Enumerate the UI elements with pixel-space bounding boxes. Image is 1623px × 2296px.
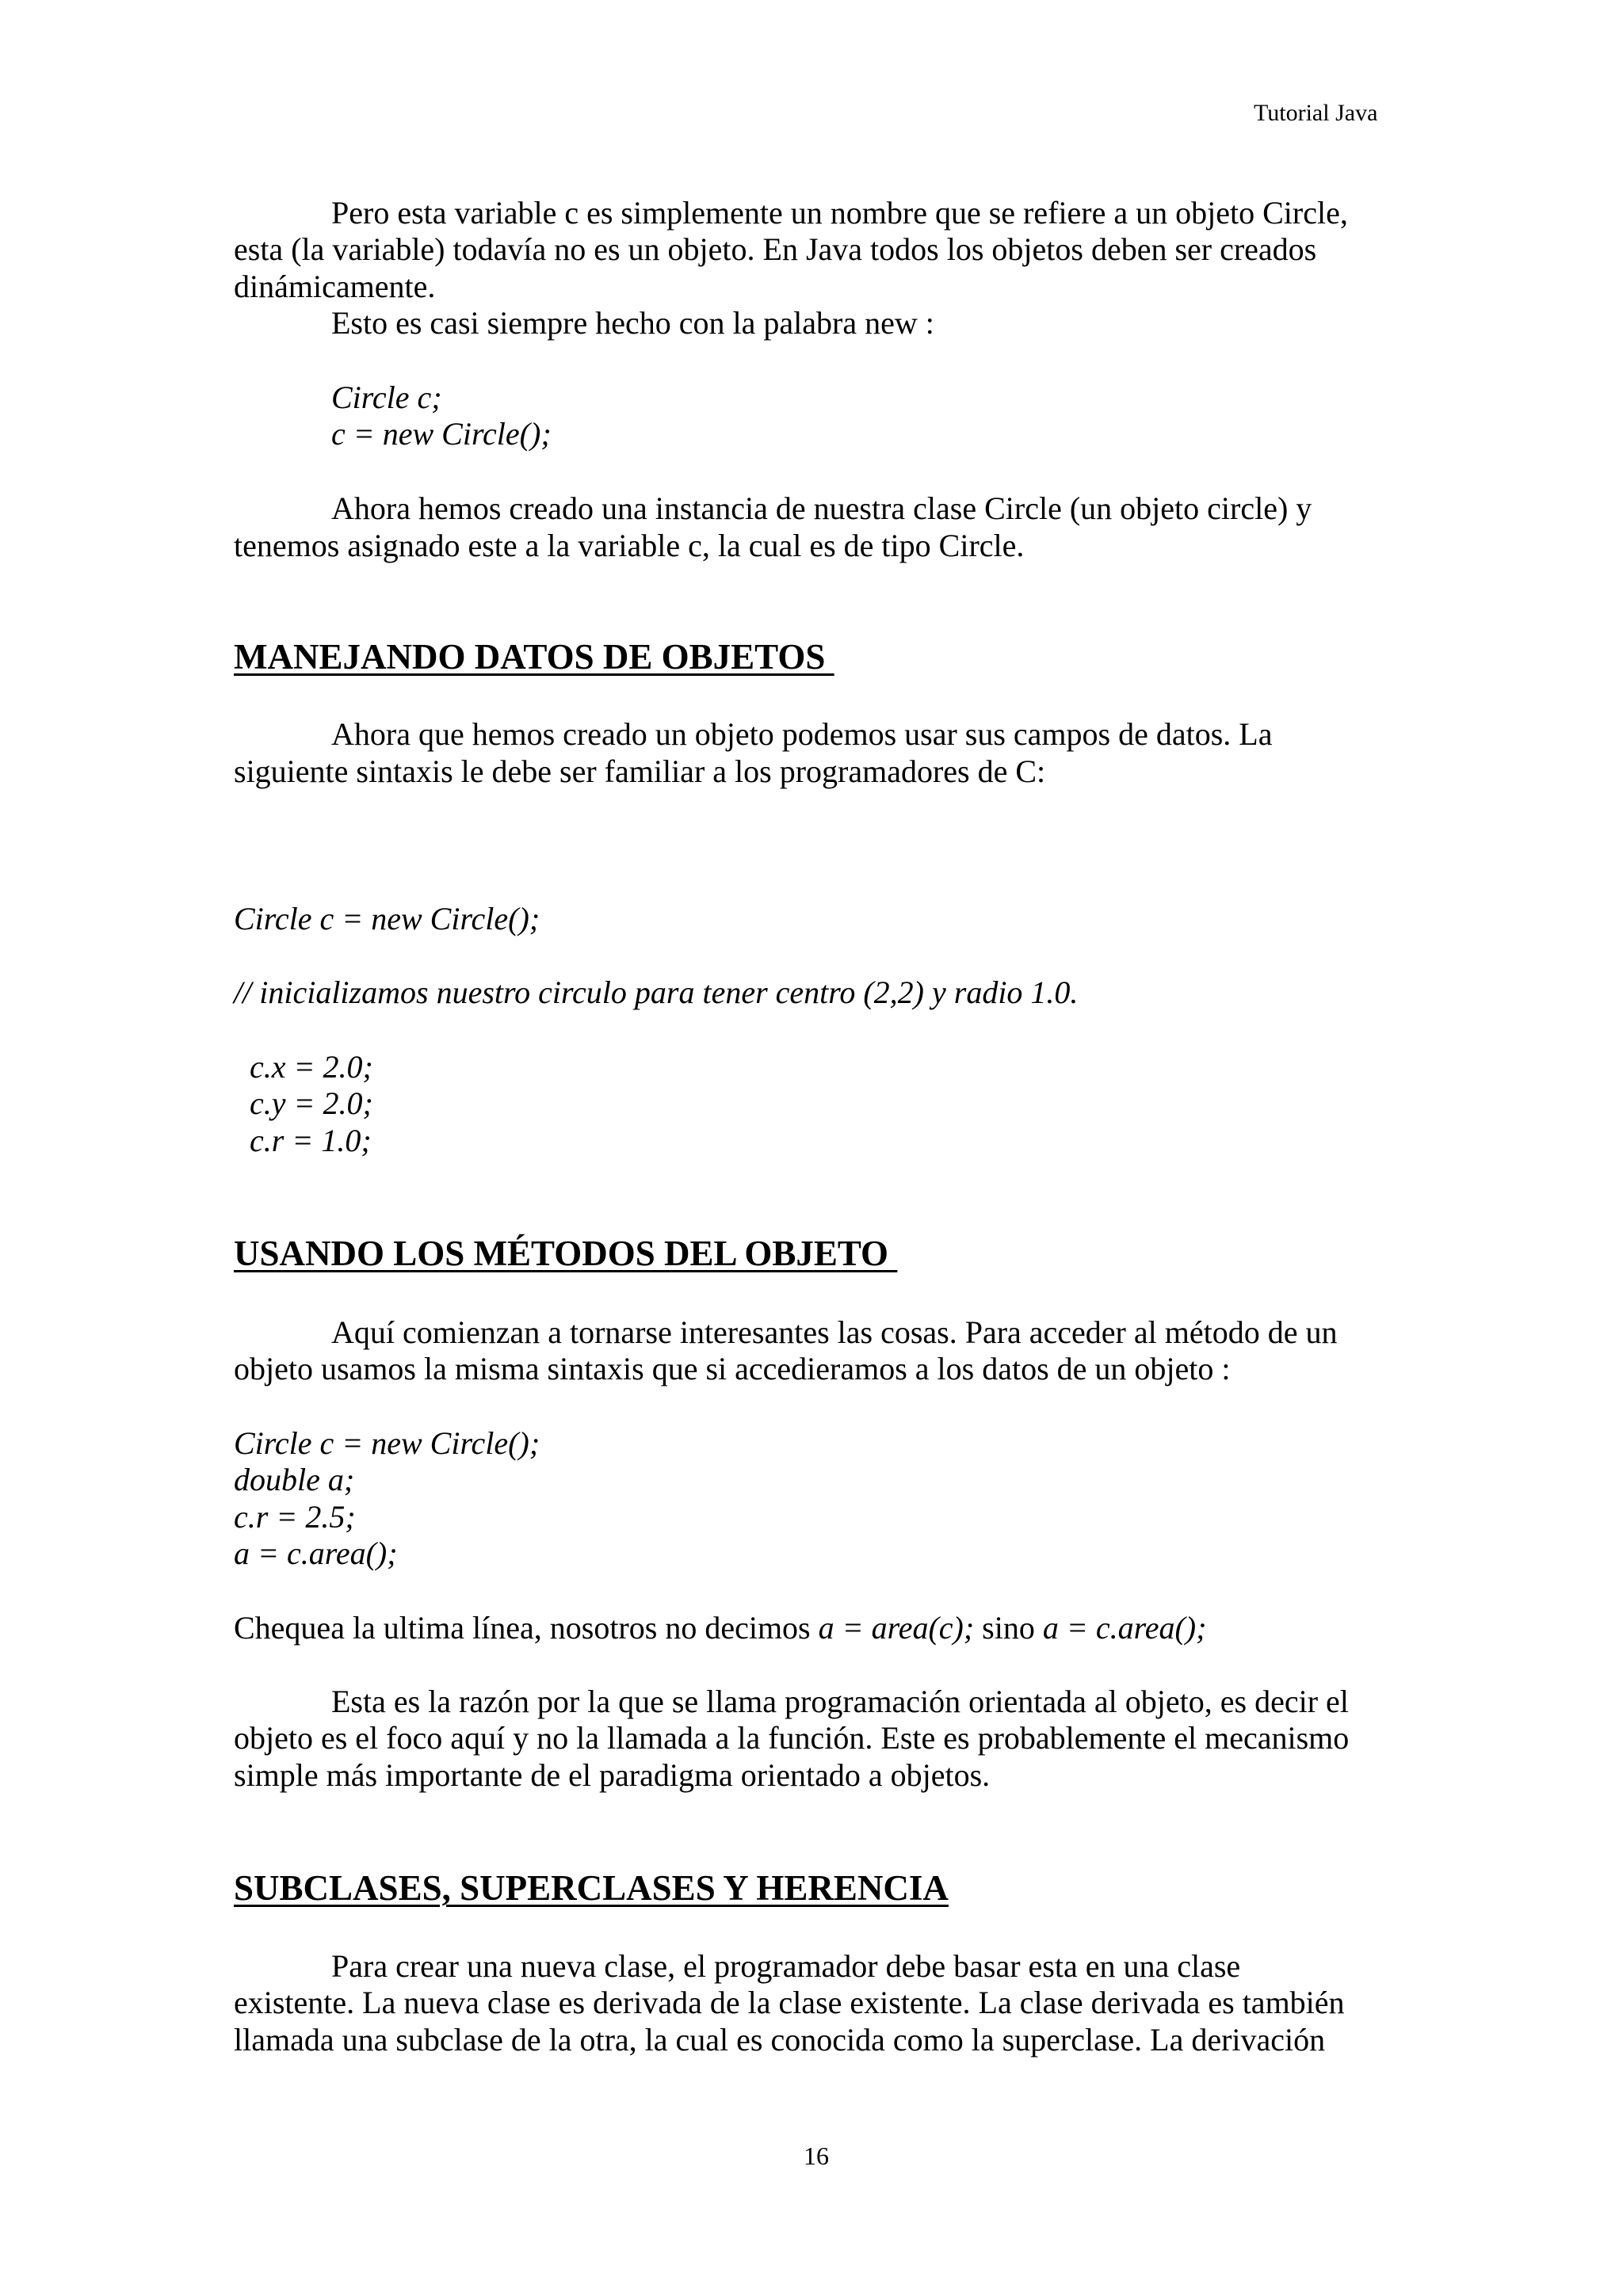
code-line: c.y = 2.0; bbox=[250, 1085, 373, 1121]
page-number: 16 bbox=[804, 2142, 829, 2170]
paragraph-line: dinámicamente. bbox=[234, 269, 436, 304]
code-line: a = c.area(); bbox=[234, 1535, 398, 1571]
paragraph-line: Pero esta variable c es simplemente un nombre que se refiere a un objeto Circle, bbox=[331, 195, 1348, 231]
paragraph-line: Aquí comienzan a tornarse interesantes las cosas. Para acceder al método de un bbox=[331, 1314, 1338, 1350]
section-heading: SUBCLASES, SUPERCLASES Y HERENCIA bbox=[234, 1868, 949, 1908]
section-heading: MANEJANDO DATOS DE OBJETOS bbox=[234, 637, 834, 677]
code-line: double a; bbox=[234, 1462, 355, 1497]
text-run: sino bbox=[974, 1610, 1043, 1646]
running-head: Tutorial Java bbox=[1254, 100, 1378, 126]
section-heading: USANDO LOS MÉTODOS DEL OBJETO bbox=[234, 1234, 898, 1273]
code-line: c.x = 2.0; bbox=[250, 1049, 373, 1085]
paragraph-line bbox=[234, 1610, 1206, 1646]
paragraph-line: existente. La nueva clase es derivada de la clase existente. La clase derivada es también bbox=[234, 1985, 1345, 2020]
paragraph-line: objeto es el foco aquí y no la llamada a la función. Este es probablemente el mecanismo bbox=[234, 1720, 1350, 1756]
paragraph-line: simple más importante de el paradigma orientado a objetos. bbox=[234, 1757, 991, 1793]
code-line: Circle c = new Circle(); bbox=[234, 1425, 540, 1461]
paragraph-line: esta (la variable) todavía no es un objeto. En Java todos los objetos deben ser creados bbox=[234, 231, 1317, 267]
code-line: c.r = 2.5; bbox=[234, 1499, 356, 1535]
paragraph-line: objeto usamos la misma sintaxis que si accedieramos a los datos de un objeto : bbox=[234, 1351, 1231, 1386]
paragraph-line: Esto es casi siempre hecho con la palabra new : bbox=[331, 305, 934, 341]
code-line: Circle c = new Circle(); bbox=[234, 901, 540, 936]
text-run: Chequea la ultima línea, nosotros no decimos bbox=[234, 1610, 819, 1646]
paragraph-line: Ahora que hemos creado un objeto podemos usar sus campos de datos. La bbox=[331, 716, 1273, 752]
paragraph-line: Ahora hemos creado una instancia de nuestra clase Circle (un objeto circle) y bbox=[331, 490, 1312, 526]
paragraph-line: Para crear una nueva clase, el programador debe basar esta en una clase bbox=[331, 1948, 1241, 1984]
code-line: Circle c; bbox=[331, 379, 442, 415]
paragraph-line: llamada una subclase de la otra, la cual es conocida como la superclase. La derivación bbox=[234, 2022, 1326, 2058]
code-line: c = new Circle(); bbox=[331, 416, 552, 452]
code-line: c.r = 1.0; bbox=[250, 1123, 372, 1158]
inline-code: a = area(c); bbox=[818, 1610, 975, 1646]
inline-code: a = c.area(); bbox=[1042, 1610, 1207, 1646]
code-comment: // inicializamos nuestro circulo para tener centro (2,2) y radio 1.0. bbox=[234, 974, 1079, 1010]
paragraph-line: tenemos asignado este a la variable c, la cual es de tipo Circle. bbox=[234, 528, 1025, 563]
paragraph-line: siguiente sintaxis le debe ser familiar a los programadores de C: bbox=[234, 753, 1046, 789]
paragraph-line: Esta es la razón por la que se llama programación orientada al objeto, es decir el bbox=[331, 1684, 1349, 1719]
